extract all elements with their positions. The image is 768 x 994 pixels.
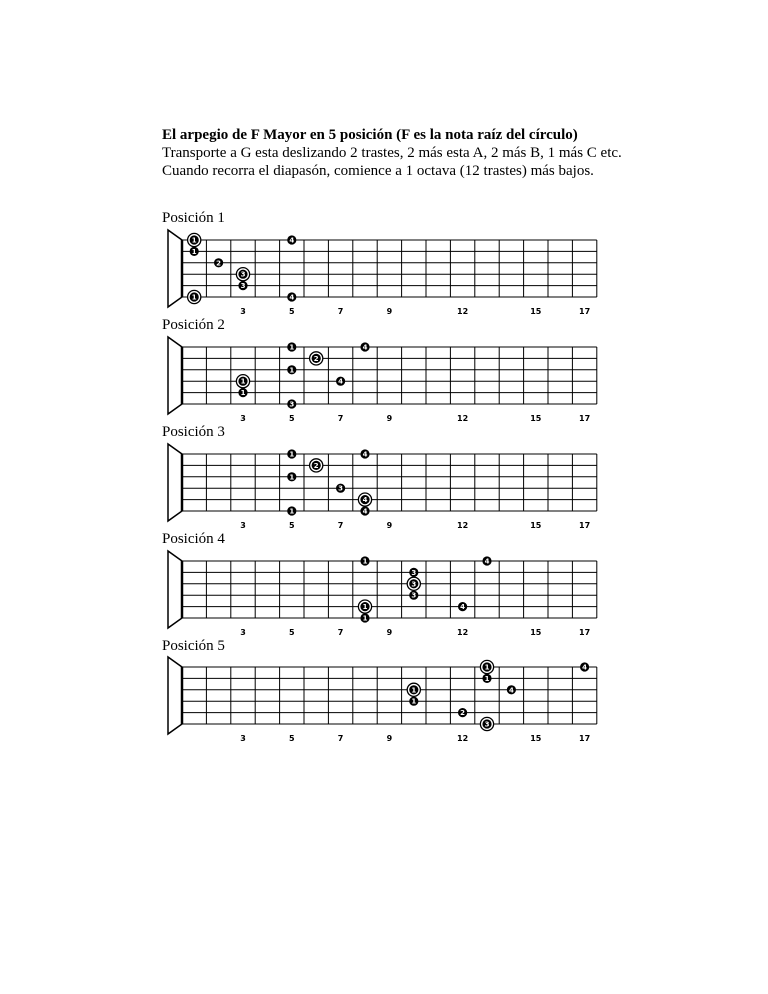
note-marker	[480, 717, 493, 730]
finger-number: 1	[411, 686, 417, 695]
finger-number: 2	[313, 354, 319, 363]
fretboard-3	[168, 444, 597, 530]
fretboard-5	[168, 657, 597, 743]
finger-number: 4	[289, 236, 295, 245]
fret-number: 17	[579, 734, 591, 743]
finger-number: 4	[484, 557, 490, 566]
note-marker	[238, 388, 247, 397]
page-description: Transporte a G esta deslizando 2 trastes, 2 más esta A, 2 más B, 1 más C etc. Cuando recorra el diapasón, comience a 1 octava (12 trastes) más bajos.	[162, 145, 622, 179]
note-marker	[580, 662, 589, 671]
fret-number: 15	[530, 414, 542, 423]
note-marker	[287, 235, 296, 244]
fret-number: 3	[240, 307, 246, 316]
fret-number: 17	[579, 521, 591, 530]
finger-number: 1	[484, 674, 490, 683]
finger-number: 4	[362, 343, 368, 352]
fret-number: 12	[457, 414, 469, 423]
note-marker	[214, 258, 223, 267]
note-marker	[287, 342, 296, 351]
finger-number: 1	[362, 557, 368, 566]
note-marker	[360, 449, 369, 458]
finger-number: 4	[338, 377, 344, 386]
headstock	[168, 230, 182, 307]
note-marker	[287, 292, 296, 301]
finger-number: 3	[338, 484, 344, 493]
finger-number: 4	[508, 686, 514, 695]
note-marker	[482, 674, 491, 683]
finger-number: 1	[191, 247, 197, 256]
finger-number: 3	[484, 720, 490, 729]
fret-number: 9	[386, 521, 393, 530]
finger-number: 1	[191, 293, 197, 302]
fretboard-1	[168, 230, 597, 316]
fret-number: 12	[457, 628, 469, 637]
note-marker	[188, 290, 201, 303]
position-label-1: Posición 1	[162, 210, 225, 226]
fret-number: 7	[337, 628, 344, 637]
note-marker	[507, 685, 516, 694]
finger-number: 4	[289, 293, 295, 302]
note-marker	[336, 377, 345, 386]
note-marker	[360, 556, 369, 565]
note-marker	[409, 568, 418, 577]
note-marker	[190, 247, 199, 256]
note-marker	[287, 449, 296, 458]
note-marker	[409, 697, 418, 706]
finger-number: 4	[362, 496, 368, 505]
finger-number: 3	[240, 282, 246, 291]
note-marker	[358, 600, 371, 613]
note-marker	[310, 459, 323, 472]
note-marker	[407, 577, 420, 590]
fret-number: 15	[530, 521, 542, 530]
finger-number: 4	[362, 507, 368, 516]
finger-number: 2	[216, 259, 222, 268]
finger-number: 2	[460, 709, 466, 718]
note-marker	[236, 268, 249, 281]
fret-number: 12	[457, 521, 469, 530]
note-marker	[287, 399, 296, 408]
note-marker	[360, 342, 369, 351]
note-marker	[287, 472, 296, 481]
fret-number: 7	[337, 414, 344, 423]
position-label-2: Posición 2	[162, 317, 225, 333]
note-marker	[409, 591, 418, 600]
fret-number: 9	[386, 307, 393, 316]
fret-number: 5	[289, 414, 295, 423]
finger-number: 1	[362, 603, 368, 612]
note-marker	[360, 506, 369, 515]
fret-number: 15	[530, 307, 542, 316]
fret-number: 5	[289, 734, 295, 743]
fret-number: 3	[240, 734, 246, 743]
finger-number: 1	[484, 663, 490, 672]
fretboard-4	[168, 551, 597, 637]
finger-number: 1	[362, 614, 368, 623]
finger-number: 3	[411, 591, 417, 600]
note-marker	[480, 660, 493, 673]
note-marker	[358, 493, 371, 506]
note-marker	[482, 556, 491, 565]
position-label-4: Posición 4	[162, 531, 225, 547]
fret-number: 12	[457, 734, 469, 743]
finger-number: 1	[289, 507, 295, 516]
note-marker	[458, 708, 467, 717]
note-marker	[236, 375, 249, 388]
fret-number: 9	[386, 734, 393, 743]
fret-number: 17	[579, 628, 591, 637]
finger-number: 3	[411, 568, 417, 577]
fret-number: 3	[240, 414, 246, 423]
fret-number: 3	[240, 628, 246, 637]
finger-number: 3	[411, 580, 417, 589]
headstock	[168, 551, 182, 628]
finger-number: 1	[289, 450, 295, 459]
note-marker	[238, 281, 247, 290]
fret-number: 12	[457, 307, 469, 316]
finger-number: 1	[240, 389, 246, 398]
note-marker	[310, 352, 323, 365]
note-marker	[287, 365, 296, 374]
note-marker	[188, 233, 201, 246]
fret-number: 7	[337, 734, 344, 743]
finger-number: 1	[289, 343, 295, 352]
fret-number: 7	[337, 307, 344, 316]
note-marker	[336, 484, 345, 493]
finger-number: 1	[191, 236, 197, 245]
fret-number: 5	[289, 628, 295, 637]
fret-number: 5	[289, 307, 295, 316]
page-title: El arpegio de F Mayor en 5 posición (F es la nota raíz del círculo)	[162, 127, 578, 143]
finger-number: 1	[411, 697, 417, 706]
position-label-5: Posición 5	[162, 638, 225, 654]
fret-number: 9	[386, 414, 393, 423]
finger-number: 4	[460, 603, 466, 612]
finger-number: 1	[240, 377, 246, 386]
headstock	[168, 657, 182, 734]
headstock	[168, 444, 182, 521]
finger-number: 2	[313, 461, 319, 470]
note-marker	[458, 602, 467, 611]
fret-number: 5	[289, 521, 295, 530]
fretboard-2	[168, 337, 597, 423]
note-marker	[407, 683, 420, 696]
fret-number: 9	[386, 628, 393, 637]
finger-number: 3	[240, 270, 246, 279]
finger-number: 3	[289, 400, 295, 409]
fret-number: 7	[337, 521, 344, 530]
finger-number: 4	[582, 663, 588, 672]
note-marker	[287, 506, 296, 515]
position-label-3: Posición 3	[162, 424, 225, 440]
headstock	[168, 337, 182, 414]
finger-number: 4	[362, 450, 368, 459]
fret-number: 15	[530, 734, 542, 743]
fret-number: 17	[579, 307, 591, 316]
finger-number: 1	[289, 366, 295, 375]
finger-number: 1	[289, 473, 295, 482]
fret-number: 17	[579, 414, 591, 423]
fret-number: 15	[530, 628, 542, 637]
note-marker	[360, 613, 369, 622]
fret-number: 3	[240, 521, 246, 530]
